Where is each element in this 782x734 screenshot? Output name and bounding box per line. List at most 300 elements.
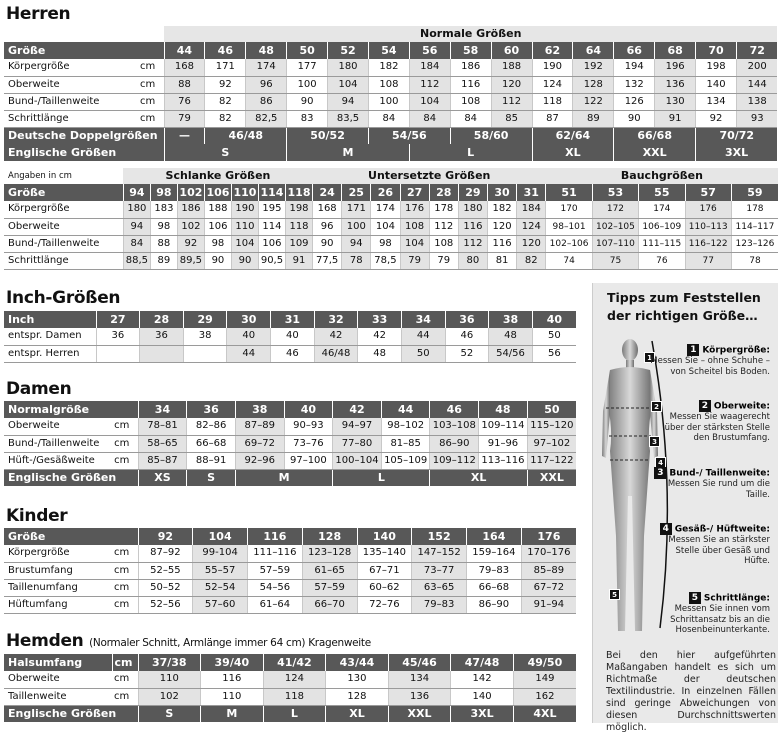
table-cell: 102 [138, 688, 201, 705]
row-label: Oberweite [4, 218, 123, 235]
tips-note: Bei den hier aufgeführten Maßangaben handelt es sich um Richtmaße der deutschen Textilindustrie. In einzelnen Fällen sind geringe Abweichungen von diesen Durchschnittswerten möglich. [606, 650, 776, 734]
table-cell: 84 [409, 110, 450, 127]
table-cell: 120 [487, 218, 516, 235]
size-header: 60 [491, 42, 532, 59]
table-cell: 110 [138, 671, 201, 688]
table-cell: 134 [388, 671, 451, 688]
table-cell: 52–54 [193, 579, 248, 596]
table-cell: 130 [655, 93, 696, 110]
tip-name: Bund-/ Taillenweite: [669, 469, 770, 479]
table-cell: 50–52 [138, 579, 193, 596]
table-cell: 81–85 [381, 435, 430, 452]
table-cell: 194 [614, 59, 655, 76]
table-row [4, 562, 576, 579]
table-cell [183, 345, 227, 362]
table-cell: 176 [685, 201, 731, 218]
table-cell: 100 [342, 218, 371, 235]
row-unit: cm [138, 110, 164, 127]
table-cell: 54/56 [489, 345, 533, 362]
kinder-title: Kinder [6, 506, 67, 526]
header-label: Normalgröße [4, 401, 138, 418]
table-cell: 90 [204, 252, 231, 269]
table-cell: 144 [736, 76, 777, 93]
table-cell: 182 [368, 59, 409, 76]
english-cell: L [333, 469, 430, 486]
size-header: 104 [193, 528, 248, 545]
table-cell: 78 [731, 252, 778, 269]
tip-item [650, 400, 770, 444]
tip-name: Schrittlänge: [704, 594, 770, 604]
size-header: 30 [487, 184, 516, 201]
table-cell: 135–140 [357, 545, 412, 562]
marker-4: 4 [655, 457, 666, 468]
row-label: entspr. Herren [4, 345, 96, 362]
group-label: Untersetzte Größen [313, 168, 546, 184]
size-header: 51 [546, 184, 592, 201]
table-cell: 124 [532, 76, 573, 93]
table-row [4, 218, 778, 235]
size-header: 64 [573, 42, 614, 59]
table-cell: 97–100 [284, 452, 333, 469]
table-cell: 178 [731, 201, 778, 218]
table-cell: 180 [328, 59, 369, 76]
table-cell: 77,5 [313, 252, 342, 269]
damen-table [4, 401, 576, 486]
english-cell: L [409, 144, 532, 161]
table-cell: 52–56 [138, 596, 193, 613]
size-header: 106 [204, 184, 231, 201]
size-header: 98 [150, 184, 177, 201]
tip-name: Oberweite: [714, 402, 770, 412]
table-cell: 104 [371, 218, 400, 235]
row-label: Körpergröße [4, 201, 123, 218]
group-label: Bauchgrößen [546, 168, 778, 184]
table-cell: 110–113 [685, 218, 731, 235]
row-label: Schrittlänge [4, 252, 123, 269]
table-cell: 83 [287, 110, 328, 127]
table-cell: 109–112 [430, 452, 479, 469]
table-cell: 56 [532, 345, 576, 362]
english-cell: S [187, 469, 236, 486]
tip-number: 2 [699, 400, 711, 412]
marker-1: 1 [644, 352, 655, 363]
table-cell: 114–117 [731, 218, 778, 235]
size-header: 31 [271, 311, 315, 328]
table-row [4, 328, 576, 345]
table-cell: 77 [685, 252, 731, 269]
row-label: Bund-/Taillenweite [4, 235, 123, 252]
size-header: 39/40 [201, 654, 264, 671]
table-cell: 109–114 [479, 418, 528, 435]
english-cell: L [263, 705, 326, 722]
table-cell: 55–57 [193, 562, 248, 579]
table-cell: 200 [736, 59, 777, 76]
table-cell: 188 [204, 201, 231, 218]
table-cell: 104 [409, 93, 450, 110]
table-cell: 61–65 [302, 562, 357, 579]
table-cell: 67–72 [521, 579, 576, 596]
table-cell: 82 [205, 110, 246, 127]
table-cell: 94 [123, 218, 150, 235]
table-cell: 50 [401, 345, 445, 362]
table-cell: 52 [445, 345, 489, 362]
table-cell: 183 [150, 201, 177, 218]
table-cell: 61–64 [248, 596, 303, 613]
table-cell [96, 345, 140, 362]
table-cell: 111–115 [639, 235, 685, 252]
table-cell: 184 [517, 201, 546, 218]
table-cell: 99-104 [193, 545, 248, 562]
size-header: 45/46 [388, 654, 451, 671]
english-cell: S [138, 705, 201, 722]
table-cell: 73–77 [412, 562, 467, 579]
table-cell: 103–108 [430, 418, 479, 435]
table-row [4, 579, 576, 596]
table-cell: 124 [263, 671, 326, 688]
size-header: 40 [284, 401, 333, 418]
table-cell: 188 [491, 59, 532, 76]
table-cell: 82 [517, 252, 546, 269]
size-header: 176 [521, 528, 576, 545]
table-cell: 60–62 [357, 579, 412, 596]
table-cell: 82 [205, 93, 246, 110]
size-header: 49/50 [513, 654, 576, 671]
header-row [4, 401, 576, 418]
table-cell: 92 [205, 76, 246, 93]
table-cell: 180 [123, 201, 150, 218]
double-cell: 50/52 [287, 127, 369, 144]
table-cell: 159–164 [467, 545, 522, 562]
table-cell: 177 [287, 59, 328, 76]
size-header: 57 [685, 184, 731, 201]
table-cell: 57–59 [302, 579, 357, 596]
english-cell: M [235, 469, 332, 486]
table-cell: 109 [285, 235, 312, 252]
table-cell: 116–122 [685, 235, 731, 252]
row-unit: cm [138, 93, 164, 110]
size-header: 70 [696, 42, 737, 59]
size-header: 44 [381, 401, 430, 418]
table-cell: 115–120 [527, 418, 576, 435]
table-cell: 46/48 [314, 345, 358, 362]
table-cell: 90 [231, 252, 258, 269]
table-cell: 136 [655, 76, 696, 93]
table-cell: 102–105 [592, 218, 638, 235]
size-header: 31 [517, 184, 546, 201]
table-cell: 174 [371, 201, 400, 218]
english-cell: XS [138, 469, 187, 486]
table-cell: 89 [573, 110, 614, 127]
table-cell: 92 [696, 110, 737, 127]
table-cell: 79–83 [412, 596, 467, 613]
table-cell: 123–126 [731, 235, 778, 252]
table-cell: 140 [696, 76, 737, 93]
table-cell: 116 [201, 671, 264, 688]
size-header: 140 [357, 528, 412, 545]
table-cell: 168 [313, 201, 342, 218]
table-cell: 108 [368, 76, 409, 93]
size-header: 54 [368, 42, 409, 59]
table-cell: 48 [358, 345, 402, 362]
table-cell: 108 [429, 235, 458, 252]
table-cell: 93 [736, 110, 777, 127]
table-cell: 79 [429, 252, 458, 269]
table-cell: 73–76 [284, 435, 333, 452]
unit-note: Angaben in cm [4, 168, 123, 184]
table-cell: 89 [150, 252, 177, 269]
marker-3: 3 [649, 436, 660, 447]
table-row [4, 110, 778, 127]
size-header: 43/44 [326, 654, 389, 671]
table-cell: 198 [285, 201, 312, 218]
row-unit: cm [112, 545, 138, 562]
table-cell: 88–91 [187, 452, 236, 469]
hemden-title-text: Hemden [6, 631, 83, 651]
table-cell: 117–122 [527, 452, 576, 469]
table-cell: 100 [368, 93, 409, 110]
table-cell: 91 [285, 252, 312, 269]
table-cell: 66–70 [302, 596, 357, 613]
row-label: Bund-/Taillenweite [4, 93, 138, 110]
row-unit: cm [112, 579, 138, 596]
table-cell: 136 [388, 688, 451, 705]
header-label: Größe [4, 42, 164, 59]
table-cell: 110 [231, 218, 258, 235]
size-header: 62 [532, 42, 573, 59]
table-cell: 85–89 [521, 562, 576, 579]
table-cell: 96 [313, 218, 342, 235]
size-header: 66 [614, 42, 655, 59]
row-unit: cm [112, 562, 138, 579]
header-row [4, 42, 778, 59]
english-cell: 4XL [513, 705, 576, 722]
table-row [4, 596, 576, 613]
table-cell: 94–97 [333, 418, 382, 435]
table-cell: 90 [614, 110, 655, 127]
table-cell: 75 [592, 252, 638, 269]
table-cell: 88,5 [123, 252, 150, 269]
table-cell: 106 [258, 235, 285, 252]
footer-row-english [4, 144, 778, 161]
english-label: Englische Größen [4, 469, 138, 486]
table-cell: 106 [204, 218, 231, 235]
table-cell: 112 [491, 93, 532, 110]
size-header: 53 [592, 184, 638, 201]
table-cell: 106–109 [639, 218, 685, 235]
table-cell: 186 [177, 201, 204, 218]
table-cell: 78–81 [138, 418, 187, 435]
header-row [4, 311, 576, 328]
double-cell: 66/68 [614, 127, 696, 144]
header-label: Halsumfang [4, 654, 112, 671]
table-cell: 48 [489, 328, 533, 345]
header-label: Inch [4, 311, 96, 328]
row-label: Brustumfang [4, 562, 112, 579]
table-cell: 108 [450, 93, 491, 110]
table-cell: 98–101 [546, 218, 592, 235]
table-cell: 149 [513, 671, 576, 688]
table-cell: 79 [164, 110, 205, 127]
table-cell: 83,5 [328, 110, 369, 127]
hemden-subtitle: (Normaler Schnitt, Armlänge immer 64 cm) Kragenweite [89, 637, 371, 649]
size-header: 50 [287, 42, 328, 59]
table-row [4, 76, 778, 93]
table-cell: 120 [517, 235, 546, 252]
table-cell: 82,5 [246, 110, 287, 127]
marker-5: 5 [609, 589, 620, 600]
table-cell: 85 [491, 110, 532, 127]
table-cell: 142 [451, 671, 514, 688]
table-cell: 128 [326, 688, 389, 705]
row-label: Körpergröße [4, 545, 112, 562]
inch-table [4, 311, 576, 363]
double-cell: 70/72 [696, 127, 778, 144]
size-header: 24 [313, 184, 342, 201]
table-cell: 96 [246, 76, 287, 93]
header-label: Größe [4, 184, 123, 201]
table-cell: 98–102 [381, 418, 430, 435]
table-cell [140, 345, 184, 362]
row-unit: cm [112, 418, 138, 435]
size-header: 34 [138, 401, 187, 418]
double-cell: 58/60 [450, 127, 532, 144]
double-cell: 54/56 [368, 127, 450, 144]
size-header: 152 [412, 528, 467, 545]
table-cell: 67–71 [357, 562, 412, 579]
table-cell: 81 [487, 252, 516, 269]
header-row [4, 184, 778, 201]
inch-title: Inch-Größen [6, 288, 120, 308]
footer-row-double [4, 127, 778, 144]
size-header: 72 [736, 42, 777, 59]
table-cell: 190 [231, 201, 258, 218]
table-cell: 92 [177, 235, 204, 252]
table-cell: 105–109 [381, 452, 430, 469]
table-cell: 90 [287, 93, 328, 110]
row-unit: cm [112, 435, 138, 452]
row-unit: cm [112, 452, 138, 469]
hemden-table [4, 654, 576, 722]
table-cell: 46 [445, 328, 489, 345]
table-cell: 112 [429, 218, 458, 235]
table-cell: 88 [164, 76, 205, 93]
table-cell: 170 [546, 201, 592, 218]
table-cell: 111–116 [248, 545, 303, 562]
table-cell: 86 [246, 93, 287, 110]
size-header: 41/42 [263, 654, 326, 671]
tip-text: Messen Sie – ohne Schuhe – von Scheitel bis Boden. [650, 356, 770, 377]
row-unit: cm [138, 59, 164, 76]
table-cell: 122 [573, 93, 614, 110]
kinder-table [4, 528, 576, 614]
table-cell: 128 [573, 76, 614, 93]
table-cell: 87–92 [138, 545, 193, 562]
row-unit: cm [112, 596, 138, 613]
english-cell: S [164, 144, 287, 161]
table-cell: 104 [231, 235, 258, 252]
table-cell: 168 [164, 59, 205, 76]
table-cell: 182 [487, 201, 516, 218]
group-label: Schlanke Größen [123, 168, 312, 184]
table-cell: 102 [177, 218, 204, 235]
table-row [4, 59, 778, 76]
table-cell: 86–90 [467, 596, 522, 613]
size-header: 27 [400, 184, 429, 201]
table-row [4, 345, 576, 362]
table-cell: 98 [204, 235, 231, 252]
table-cell: 90,5 [258, 252, 285, 269]
table-cell: 170–176 [521, 545, 576, 562]
herren-special-table [4, 168, 778, 270]
table-cell: 94 [342, 235, 371, 252]
table-cell: 50 [532, 328, 576, 345]
size-header: 42 [333, 401, 382, 418]
tip-name: Gesäß-/ Hüftweite: [675, 525, 770, 535]
table-cell: 116 [458, 218, 487, 235]
table-cell: 102–106 [546, 235, 592, 252]
damen-title: Damen [6, 379, 71, 399]
table-cell: 88 [150, 235, 177, 252]
table-row [4, 545, 576, 562]
tip-text: Messen Sie rund um die Taille. [668, 479, 770, 500]
tip-text: Messen Sie innen vom Schrittansatz bis an die Hosenbeinunterkante. [670, 604, 770, 635]
table-cell: 104 [400, 235, 429, 252]
table-cell: 118 [285, 218, 312, 235]
size-header: 29 [183, 311, 227, 328]
size-header: 38 [489, 311, 533, 328]
table-cell: 138 [736, 93, 777, 110]
size-header: 68 [655, 42, 696, 59]
size-header: 46 [205, 42, 246, 59]
size-header: 40 [532, 311, 576, 328]
table-cell: 63–65 [412, 579, 467, 596]
tip-item [650, 467, 770, 500]
size-header: 47/48 [451, 654, 514, 671]
table-cell: 174 [639, 201, 685, 218]
table-cell: 120 [491, 76, 532, 93]
english-cell: XXL [388, 705, 451, 722]
size-header: 28 [429, 184, 458, 201]
table-row [4, 252, 778, 269]
table-cell: 87 [532, 110, 573, 127]
row-unit: cm [112, 671, 138, 688]
size-header: 114 [258, 184, 285, 201]
header-row [4, 654, 576, 671]
table-cell: 79 [400, 252, 429, 269]
size-header: 58 [450, 42, 491, 59]
row-label: Oberweite [4, 418, 112, 435]
size-header: 116 [248, 528, 303, 545]
table-cell: 195 [258, 201, 285, 218]
table-cell: 116 [487, 235, 516, 252]
size-header: 25 [342, 184, 371, 201]
size-header: 37/38 [138, 654, 201, 671]
row-label: Taillenumfang [4, 579, 112, 596]
table-cell: 124 [517, 218, 546, 235]
table-cell: 54–56 [248, 579, 303, 596]
table-cell: 112 [409, 76, 450, 93]
table-cell: 89,5 [177, 252, 204, 269]
size-header: 26 [371, 184, 400, 201]
table-cell: 78 [342, 252, 371, 269]
table-cell: 140 [451, 688, 514, 705]
size-header: 29 [458, 184, 487, 201]
table-cell: 98 [371, 235, 400, 252]
size-header: 59 [731, 184, 778, 201]
table-cell: 80 [458, 252, 487, 269]
table-cell: 97–102 [527, 435, 576, 452]
table-cell: 132 [614, 76, 655, 93]
